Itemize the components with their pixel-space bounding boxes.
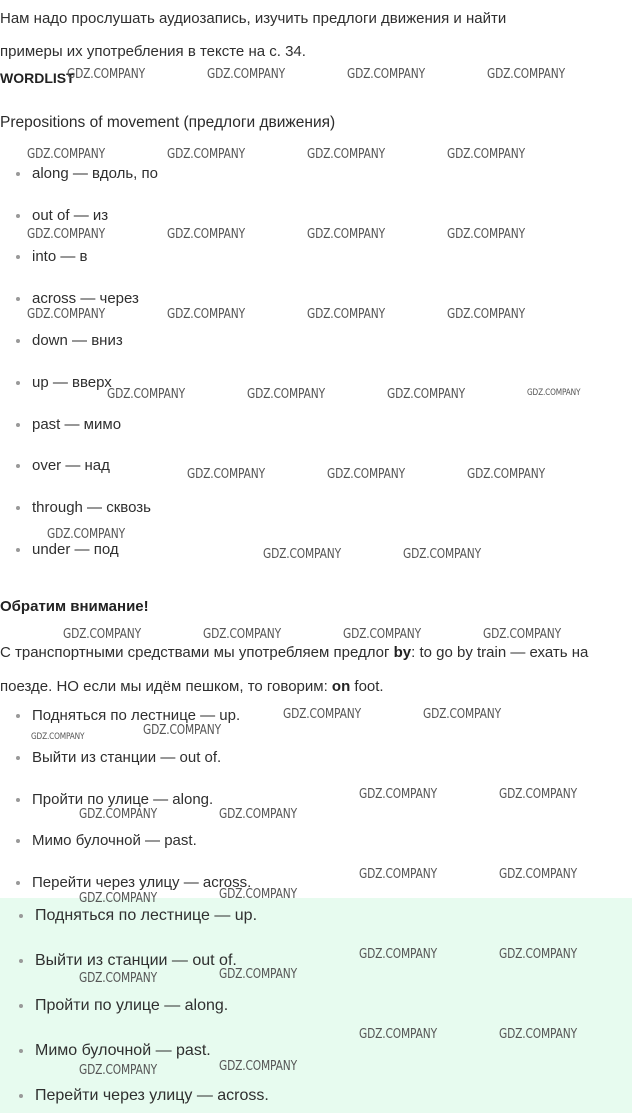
preposition-text: out of — из — [32, 207, 109, 224]
list-item — [16, 290, 139, 307]
bullet-icon — [16, 214, 20, 218]
intro-line-1: Нам надо прослушать аудиозапись, изучить предлоги движения и найти — [0, 10, 507, 27]
watermark: GDZ.COMPANY — [447, 147, 525, 162]
watermark: GDZ.COMPANY — [283, 707, 361, 722]
bullet-icon — [16, 548, 20, 552]
bullet-icon — [19, 1094, 23, 1098]
watermark: GDZ.COMPANY — [499, 867, 577, 882]
watermark: GDZ.COMPANY — [203, 627, 281, 642]
list-item — [16, 499, 151, 516]
watermark: GDZ.COMPANY — [263, 547, 341, 562]
section-subtitle: Prepositions of movement (предлоги движения) — [0, 114, 336, 131]
watermark: GDZ.COMPANY — [359, 867, 437, 882]
bullet-icon — [16, 464, 20, 468]
watermark: GDZ.COMPANY — [219, 807, 297, 822]
list-item — [16, 207, 108, 224]
list-item — [16, 332, 123, 349]
watermark: GDZ.COMPANY — [247, 387, 325, 402]
watermark: GDZ.COMPANY — [167, 147, 245, 162]
watermark: GDZ.COMPANY — [307, 307, 385, 322]
list-item — [19, 907, 257, 925]
example-text: Мимо булочной — past. — [32, 832, 197, 849]
watermark: GDZ.COMPANY — [167, 227, 245, 242]
list-item — [16, 541, 119, 558]
watermark: GDZ.COMPANY — [27, 147, 105, 162]
preposition-text: over — над — [32, 457, 110, 474]
watermark: GDZ.COMPANY — [187, 467, 265, 482]
intro-text — [0, 2, 506, 68]
watermark: GDZ.COMPANY — [527, 388, 581, 398]
bullet-icon — [16, 881, 20, 885]
watermark: GDZ.COMPANY — [79, 1063, 157, 1078]
watermark: GDZ.COMPANY — [467, 467, 545, 482]
list-item — [19, 1087, 269, 1105]
watermark: GDZ.COMPANY — [499, 1027, 577, 1042]
watermark: GDZ.COMPANY — [447, 307, 525, 322]
list-item — [16, 248, 88, 265]
bullet-icon — [16, 423, 20, 427]
watermark: GDZ.COMPANY — [27, 307, 105, 322]
bullet-icon — [16, 506, 20, 510]
bullet-icon — [16, 172, 20, 176]
preposition-text: across — через — [32, 290, 139, 307]
watermark: GDZ.COMPANY — [219, 1059, 297, 1074]
answer-text: Пройти по улице — along. — [35, 997, 229, 1014]
watermark: GDZ.COMPANY — [167, 307, 245, 322]
watermark: GDZ.COMPANY — [499, 947, 577, 962]
watermark: GDZ.COMPANY — [219, 967, 297, 982]
bullet-icon — [19, 1049, 23, 1053]
watermark: GDZ.COMPANY — [359, 1027, 437, 1042]
answer-text: Мимо булочной — past. — [35, 1042, 211, 1059]
watermark: GDZ.COMPANY — [387, 387, 465, 402]
list-item — [16, 707, 240, 724]
preposition-text: under — под — [32, 541, 119, 558]
watermark: GDZ.COMPANY — [423, 707, 501, 722]
bullet-icon — [19, 914, 23, 918]
watermark: GDZ.COMPANY — [307, 147, 385, 162]
notice-text-part: С транспортными средствами мы употребляем предлог — [0, 644, 394, 661]
watermark: GDZ.COMPANY — [79, 971, 157, 986]
notice-title: Обратим внимание! — [0, 598, 149, 615]
list-item — [16, 791, 213, 808]
watermark: GDZ.COMPANY — [27, 227, 105, 242]
watermark: GDZ.COMPANY — [207, 67, 285, 82]
preposition-text: through — сквозь — [32, 499, 151, 516]
list-item — [19, 1042, 211, 1060]
list-item — [16, 749, 221, 766]
list-item — [16, 457, 110, 474]
wordlist-heading: WORDLIST — [0, 70, 75, 86]
watermark: GDZ.COMPANY — [79, 891, 157, 906]
watermark: GDZ.COMPANY — [487, 67, 565, 82]
list-item — [19, 997, 228, 1015]
list-item — [19, 952, 237, 970]
preposition-text: past — мимо — [32, 416, 122, 433]
preposition-text: up — вверх — [32, 374, 112, 391]
notice-bold-word: by — [393, 644, 412, 661]
watermark: GDZ.COMPANY — [499, 787, 577, 802]
notice-text-part: : to go by train — ехать на поезде. НО если мы идём пешком, то говорим: — [0, 644, 589, 695]
watermark: GDZ.COMPANY — [79, 807, 157, 822]
list-item — [16, 874, 251, 891]
watermark: GDZ.COMPANY — [359, 787, 437, 802]
bullet-icon — [19, 959, 23, 963]
list-item — [16, 832, 197, 849]
notice-bold-word: on — [331, 678, 351, 695]
bullet-icon — [19, 1004, 23, 1008]
watermark: GDZ.COMPANY — [307, 227, 385, 242]
watermark: GDZ.COMPANY — [67, 67, 145, 82]
watermark: GDZ.COMPANY — [63, 627, 141, 642]
example-text: Выйти из станции — out of. — [32, 749, 222, 766]
watermark: GDZ.COMPANY — [31, 732, 85, 742]
preposition-text: down — вниз — [32, 332, 123, 349]
watermark: GDZ.COMPANY — [483, 627, 561, 642]
list-item — [16, 165, 158, 182]
notice-text — [0, 636, 630, 704]
watermark: GDZ.COMPANY — [143, 723, 221, 738]
example-text: Перейти через улицу — across. — [32, 874, 252, 891]
bullet-icon — [16, 798, 20, 802]
watermark: GDZ.COMPANY — [359, 947, 437, 962]
bullet-icon — [16, 255, 20, 259]
bullet-icon — [16, 297, 20, 301]
list-item — [16, 374, 112, 391]
watermark: GDZ.COMPANY — [347, 67, 425, 82]
answer-text: Подняться по лестнице — up. — [35, 907, 258, 924]
watermark: GDZ.COMPANY — [403, 547, 481, 562]
answer-text: Выйти из станции — out of. — [35, 952, 237, 969]
example-text: Подняться по лестнице — up. — [32, 707, 241, 724]
bullet-icon — [16, 756, 20, 760]
watermark: GDZ.COMPANY — [107, 387, 185, 402]
bullet-icon — [16, 714, 20, 718]
watermark: GDZ.COMPANY — [47, 527, 125, 542]
bullet-icon — [16, 839, 20, 843]
preposition-text: into — в — [32, 248, 88, 265]
watermark: GDZ.COMPANY — [219, 887, 297, 902]
list-item — [16, 416, 121, 433]
watermark: GDZ.COMPANY — [327, 467, 405, 482]
intro-line-2: примеры их употребления в тексте на с. 34. — [0, 43, 306, 60]
preposition-text: along — вдоль, по — [32, 165, 158, 182]
notice-text-part: foot. — [350, 678, 384, 695]
watermark: GDZ.COMPANY — [447, 227, 525, 242]
watermark: GDZ.COMPANY — [343, 627, 421, 642]
bullet-icon — [16, 381, 20, 385]
example-text: Пройти по улице — along. — [32, 791, 214, 808]
bullet-icon — [16, 339, 20, 343]
answer-text: Перейти через улицу — across. — [35, 1087, 269, 1104]
